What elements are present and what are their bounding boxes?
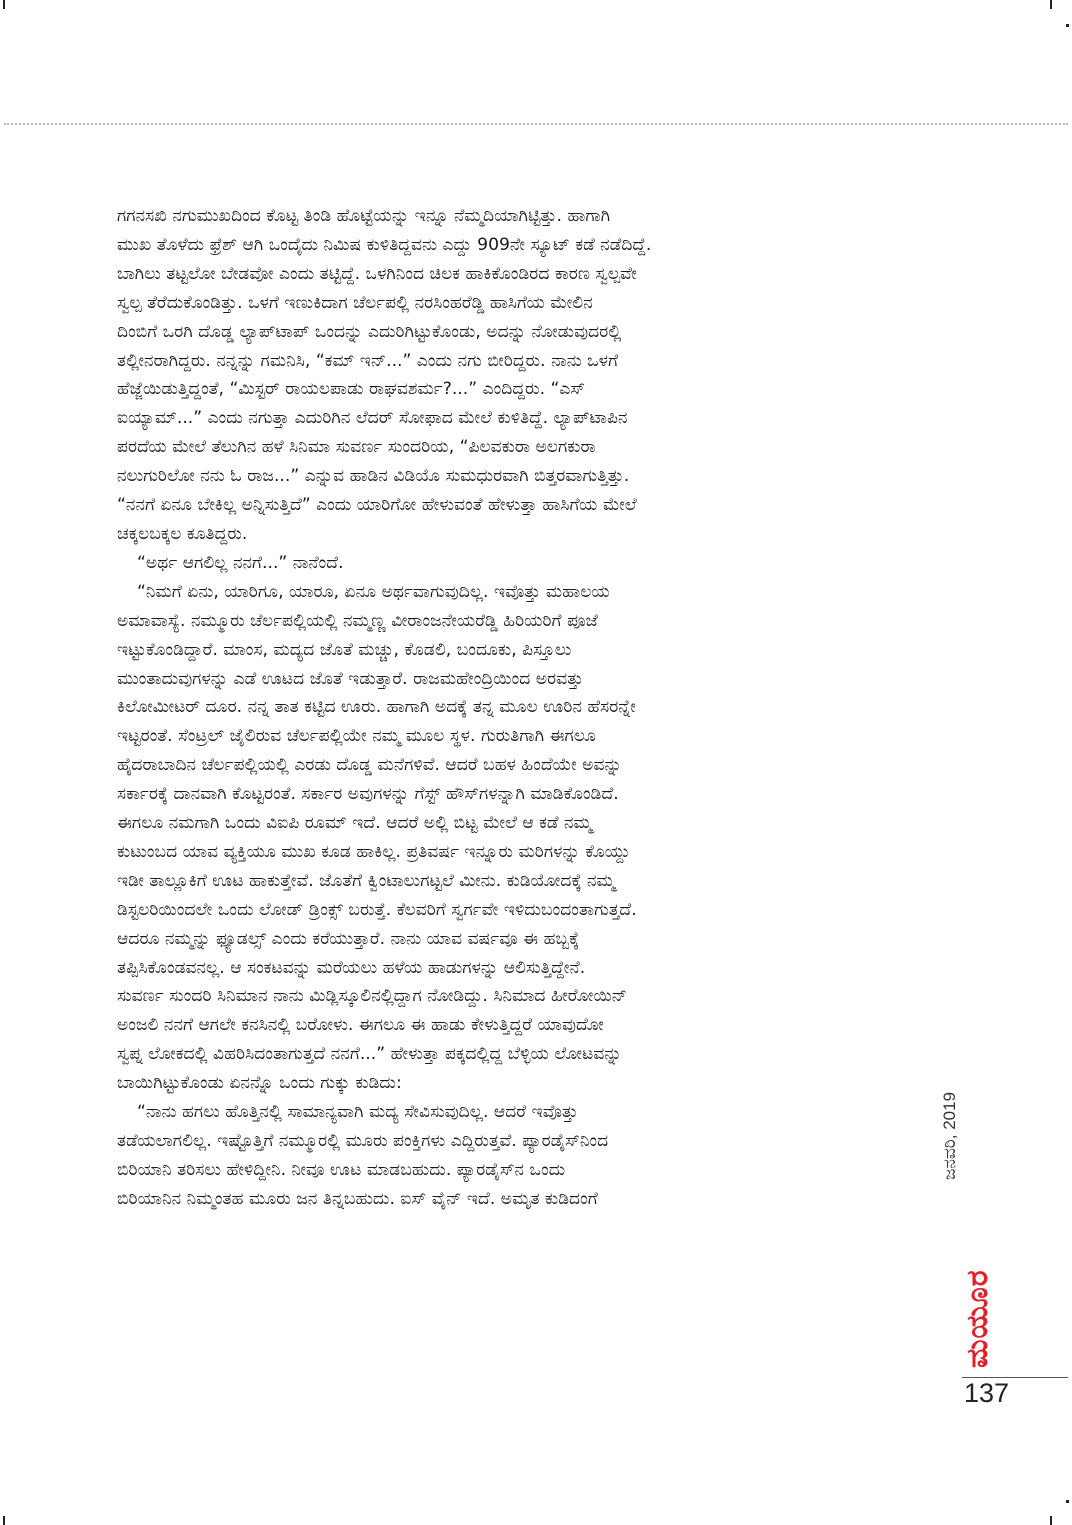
- text-line: ಹೆಜ್ಜೆಯಿಡುತ್ತಿದ್ದಂತೆ, “ಮಿಸ್ಟರ್ ರಾಯಲಪಾಡು ರಾಘವಶರ್ಮ?...” ಎಂದಿದ್ದರು. “ಎಸ್: [117, 379, 586, 400]
- text-line: ಬಿರಿಯಾನಿ ತರಿಸಲು ಹೇಳಿದ್ದೀನಿ. ನೀವೂ ಊಟ ಮಾಡಬಹುದು. ಪ್ಯಾರಡೈಸ್‌ನ ಒಂದು: [117, 1159, 566, 1180]
- text-line: ಬಾಯಿಗಿಟ್ಟುಕೊಂಡು ಏನನ್ನೊ ಒಂದು ಗುಕ್ಕು ಕುಡಿದು:: [117, 1073, 402, 1094]
- header-dotted-rule: [4, 123, 1068, 125]
- crop-mark-right-upper: [1066, 24, 1069, 27]
- text-line: ಬಾಗಿಲು ತಟ್ಟಲೋ ಬೇಡವೋ ಎಂದು ತಟ್ಟಿದ್ದೆ. ಒಳಗಿನಿಂದ ಚಿಲಕ ಹಾಕಿಕೊಂಡಿರದ ಕಾರಣ ಸ್ವಲ್ಪವೇ: [117, 263, 637, 284]
- text-line: ಚಕ್ಕಲಬಕ್ಕಲ ಕೂತಿದ್ದರು.: [117, 523, 248, 544]
- text-line: ತಲ್ಲೀನರಾಗಿದ್ದರು. ನನ್ನನ್ನು ಗಮನಿಸಿ, “ಕಮ್ ಇನ್...” ಎಂದು ನಗು ಬೀರಿದ್ದರು. ನಾನು ಒಳಗೆ: [117, 350, 619, 371]
- text-line: ಇಟ್ಟುಕೊಂಡಿದ್ದಾರೆ. ಮಾಂಸ, ಮದ್ಯದ ಜೊತೆ ಮಚ್ಚು, ಕೊಡಲಿ, ಬಂದೂಕು, ಪಿಸ್ತೂಲು: [117, 639, 572, 660]
- text-line: ಕಿಲೋಮೀಟರ್ ದೂರ. ನನ್ನ ತಾತ ಕಟ್ಟಿದ ಊರು. ಹಾಗಾಗಿ ಅದಕ್ಕೆ ತನ್ನ ಮೂಲ ಊರಿನ ಹೆಸರನ್ನೇ: [117, 697, 636, 718]
- text-line: ಸುವರ್ಣ ಸುಂದರಿ ಸಿನಿಮಾನ ನಾನು ಮಿಡ್ಲಿಸ್ಕೂಲಿನಲ್ಲಿದ್ದಾಗ ನೋಡಿದ್ದು. ಸಿನಿಮಾದ ಹೀರೋಯಿನ್: [117, 986, 628, 1007]
- page-number: 137: [964, 1378, 1010, 1408]
- text-line: ಅಮಾವಾಸ್ಯೆ. ನಮ್ಮೂರು ಚೆರ್ಲಪಲ್ಲಿಯಲ್ಲಿ ನಮ್ಮಣ್ಣ ವೀರಾಂಜನೇಯರೆಡ್ಡಿ ಹಿರಿಯರಿಗೆ ಪೂಜೆ: [117, 610, 598, 631]
- text-line: ದಿಂಬಿಗೆ ಒರಗಿ ದೊಡ್ಡ ಲ್ಯಾಪ್‌ಟಾಪ್ ಒಂದನ್ನು ಎದುರಿಗಿಟ್ಟುಕೊಂಡು, ಅದನ್ನು ನೋಡುವುದರಲ್ಲಿ: [117, 321, 622, 342]
- text-line: ಕುಟುಂಬದ ಯಾವ ವ್ಯಕ್ತಿಯೂ ಮುಖ ಕೂಡ ಹಾಕಿಲ್ಲ. ಪ್ರತಿವರ್ಷ ಇನ್ನೂರು ಮರಿಗಳನ್ನು ಕೊಯ್ದು: [117, 841, 631, 862]
- text-line: ಸ್ವಪ್ನ ಲೋಕದಲ್ಲಿ ವಿಹರಿಸಿದಂತಾಗುತ್ತದೆ ನನಗೆ...” ಹೇಳುತ್ತಾ ಪಕ್ಕದಲ್ಲಿದ್ದ ಬೆಳ್ಳಿಯ ಲೋಟವನ್ನು: [117, 1044, 622, 1065]
- issue-date: ಜನವರಿ, 2019: [940, 1091, 959, 1180]
- article-body: [117, 202, 927, 1214]
- crop-mark-top-left: [3, 0, 5, 9]
- crop-mark-bottom-left: [3, 1516, 5, 1525]
- text-line: ಗಗನಸಖಿ ನಗುಮುಖದಿಂದ ಕೊಟ್ಟ ತಿಂಡಿ ಹೊಟ್ಟೆಯನ್ನು ಇನ್ನೂ ನೆಮ್ಮದಿಯಾಗಿಟ್ಟಿತ್ತು. ಹಾಗಾಗಿ: [117, 206, 611, 226]
- text-line: ಡಿಸ್ಟಲರಿಯಿಂದಲೇ ಒಂದು ಲೋಡ್ ಡ್ರಿಂಕ್ಸ್ ಬರುತ್ತೆ. ಕೆಲವರಿಗೆ ಸ್ವರ್ಗವೇ ಇಳಿದುಬಂದಂತಾಗುತ್ತದೆ.: [117, 899, 637, 920]
- text-line: ತಡೆಯಲಾಗಲಿಲ್ಲ. ಇಷ್ಟೊತ್ತಿಗೆ ನಮ್ಮೂರಲ್ಲಿ ಮೂರು ಪಂಕ್ತಿಗಳು ಎದ್ದಿರುತ್ತವೆ. ಪ್ಯಾರಡೈಸ್‌ನಿಂದ: [117, 1131, 609, 1151]
- text-line: ಐಯ್ಯಾಮ್...” ಎಂದು ನಗುತ್ತಾ ಎದುರಿಗಿನ ಲೆದರ್ ಸೋಫಾದ ಮೇಲೆ ಕುಳಿತಿದ್ದೆ. ಲ್ಯಾಪ್‌ಟಾಪಿನ: [117, 408, 628, 429]
- text-line: ಆದರೂ ನಮ್ಮನ್ನು ಫ್ಯೂಡಲ್ಸ್ ಎಂದು ಕರೆಯುತ್ತಾರೆ. ನಾನು ಯಾವ ವರ್ಷವೂ ಈ ಹಬ್ಬಕ್ಕೆ: [117, 928, 580, 949]
- text-line: ಬಿರಿಯಾನಿನ ನಿಮ್ಮಂತಹ ಮೂರು ಜನ ತಿನ್ನಬಹುದು. ಐಸ್ ವೈನ್ ಇದೆ. ಅಮೃತ ಕುಡಿದಂಗೆ: [117, 1188, 598, 1209]
- text-line: ಸ್ವಲ್ಪ ತೆರೆದುಕೊಂಡಿತ್ತು. ಒಳಗೆ ಇಣುಕಿದಾಗ ಚೆರ್ಲಪಲ್ಲಿ ನರಸಿಂಹರೆಡ್ಡಿ ಹಾಸಿಗೆಯ ಮೇಲಿನ: [117, 292, 593, 313]
- crop-mark-bottom-right: [1050, 1516, 1052, 1525]
- magazine-logo: ಮಯೂರ: [960, 1269, 995, 1368]
- text-line: ಮುಂತಾದುವುಗಳನ್ನು ಎಡೆ ಊಟದ ಜೊತೆ ಇಡುತ್ತಾರೆ. ರಾಜಮಹೇಂದ್ರಿಯಿಂದ ಅರವತ್ತು: [117, 668, 584, 689]
- crop-mark-top-right: [1050, 0, 1052, 9]
- text-line: ನಲುಗುರಿಲೋ ನನು ಓ ರಾಜ...” ಎನ್ನುವ ಹಾಡಿನ ವಿಡಿಯೊ ಸುಮಧುರವಾಗಿ ಬಿತ್ತರವಾಗುತ್ತಿತ್ತು.: [117, 466, 630, 487]
- text-line: ಅಂಜಲಿ ನನಗೆ ಆಗಲೇ ಕನಸಿನಲ್ಲಿ ಬರೋಳು. ಈಗಲೂ ಈ ಹಾಡು ಕೇಳುತ್ತಿದ್ದರೆ ಯಾವುದೋ: [117, 1015, 604, 1036]
- text-line: “ನನಗೆ ಏನೂ ಬೇಕಿಲ್ಲ ಅನ್ನಿಸುತ್ತಿದೆ” ಎಂದು ಯಾರಿಗೋ ಹೇಳುವಂತೆ ಹೇಳುತ್ತಾ ಹಾಸಿಗೆಯ ಮೇಲೆ: [117, 495, 637, 516]
- text-line: “ಅರ್ಥ ಆಗಲಿಲ್ಲ ನನಗೆ...” ನಾನೆಂದೆ.: [137, 552, 344, 573]
- text-line: “ನಿಮಗೆ ಏನು, ಯಾರಿಗೂ, ಯಾರೂ, ಏನೂ ಅರ್ಥವಾಗುವುದಿಲ್ಲ. ಇವೊತ್ತು ಮಹಾಲಯ: [137, 581, 610, 602]
- text-line: ಈಗಲೂ ನಮಗಾಗಿ ಒಂದು ವಿಐಪಿ ರೂಮ್ ಇದೆ. ಆದರೆ ಅಲ್ಲಿ ಬಿಟ್ಟ ಮೇಲೆ ಆ ಕಡೆ ನಮ್ಮ: [117, 813, 593, 834]
- text-line: ತಪ್ಪಿಸಿಕೊಂಡವನಲ್ಲ. ಆ ಸಂಕಟವನ್ನು ಮರೆಯಲು ಹಳೆಯ ಹಾಡುಗಳನ್ನು ಆಲಿಸುತ್ತಿದ್ದೇನೆ.: [117, 957, 586, 978]
- text-line: ಪರದೆಯ ಮೇಲೆ ತೆಲುಗಿನ ಹಳೆ ಸಿನಿಮಾ ಸುವರ್ಣ ಸುಂದರಿಯ, “ಪಿಲವಕುರಾ ಅಲಗಕುರಾ: [117, 437, 596, 458]
- text-line: ಸರ್ಕಾರಕ್ಕೆ ದಾನವಾಗಿ ಕೊಟ್ಟರಂತೆ. ಸರ್ಕಾರ ಅವುಗಳನ್ನು ಗೆಸ್ಟ್ ಹೌಸ್‌ಗಳನ್ನಾಗಿ ಮಾಡಿಕೊಂಡಿದೆ.: [117, 784, 619, 805]
- text-line: ಮುಖ ತೊಳೆದು ಫ್ರೆಶ್ ಆಗಿ ಒಂದೈದು ನಿಮಿಷ ಕುಳಿತಿದ್ದವನು ಎದ್ದು 909ನೇ ಸ್ಯೂಟ್ ಕಡೆ ನಡೆದಿದ್ದೆ.: [117, 234, 652, 255]
- text-line: ಹೈದರಾಬಾದಿನ ಚೆರ್ಲಪಲ್ಲಿಯಲ್ಲಿ ಎರಡು ದೊಡ್ಡ ಮನೆಗಳಿವೆ. ಆದರೆ ಬಹಳ ಹಿಂದೆಯೇ ಅವನ್ನು: [117, 755, 622, 776]
- text-line: ಇಟ್ಟರಂತೆ. ಸೆಂಟ್ರಲ್ ಜೈಲಿರುವ ಚೆರ್ಲಪಲ್ಲಿಯೇ ನಮ್ಮ ಮೂಲ ಸ್ಥಳ. ಗುರುತಿಗಾಗಿ ಈಗಲೂ: [117, 726, 596, 747]
- crop-mark-right-lower: [1066, 1500, 1069, 1503]
- text-line: ಇಡೀ ತಾಲ್ಲೂಕಿಗೆ ಊಟ ಹಾಕುತ್ತೇವೆ. ಜೊತೆಗೆ ಕ್ವಿಂಟಾಲುಗಟ್ಟಲೆ ಮೀನು. ಕುಡಿಯೋದಕ್ಕೆ ನಮ್ಮ: [117, 870, 616, 891]
- text-line: “ನಾನು ಹಗಲು ಹೊತ್ತಿನಲ್ಲಿ ಸಾಮಾನ್ಯವಾಗಿ ಮದ್ಯ ಸೇವಿಸುವುದಿಲ್ಲ. ಆದರೆ ಇವೊತ್ತು: [137, 1102, 578, 1123]
